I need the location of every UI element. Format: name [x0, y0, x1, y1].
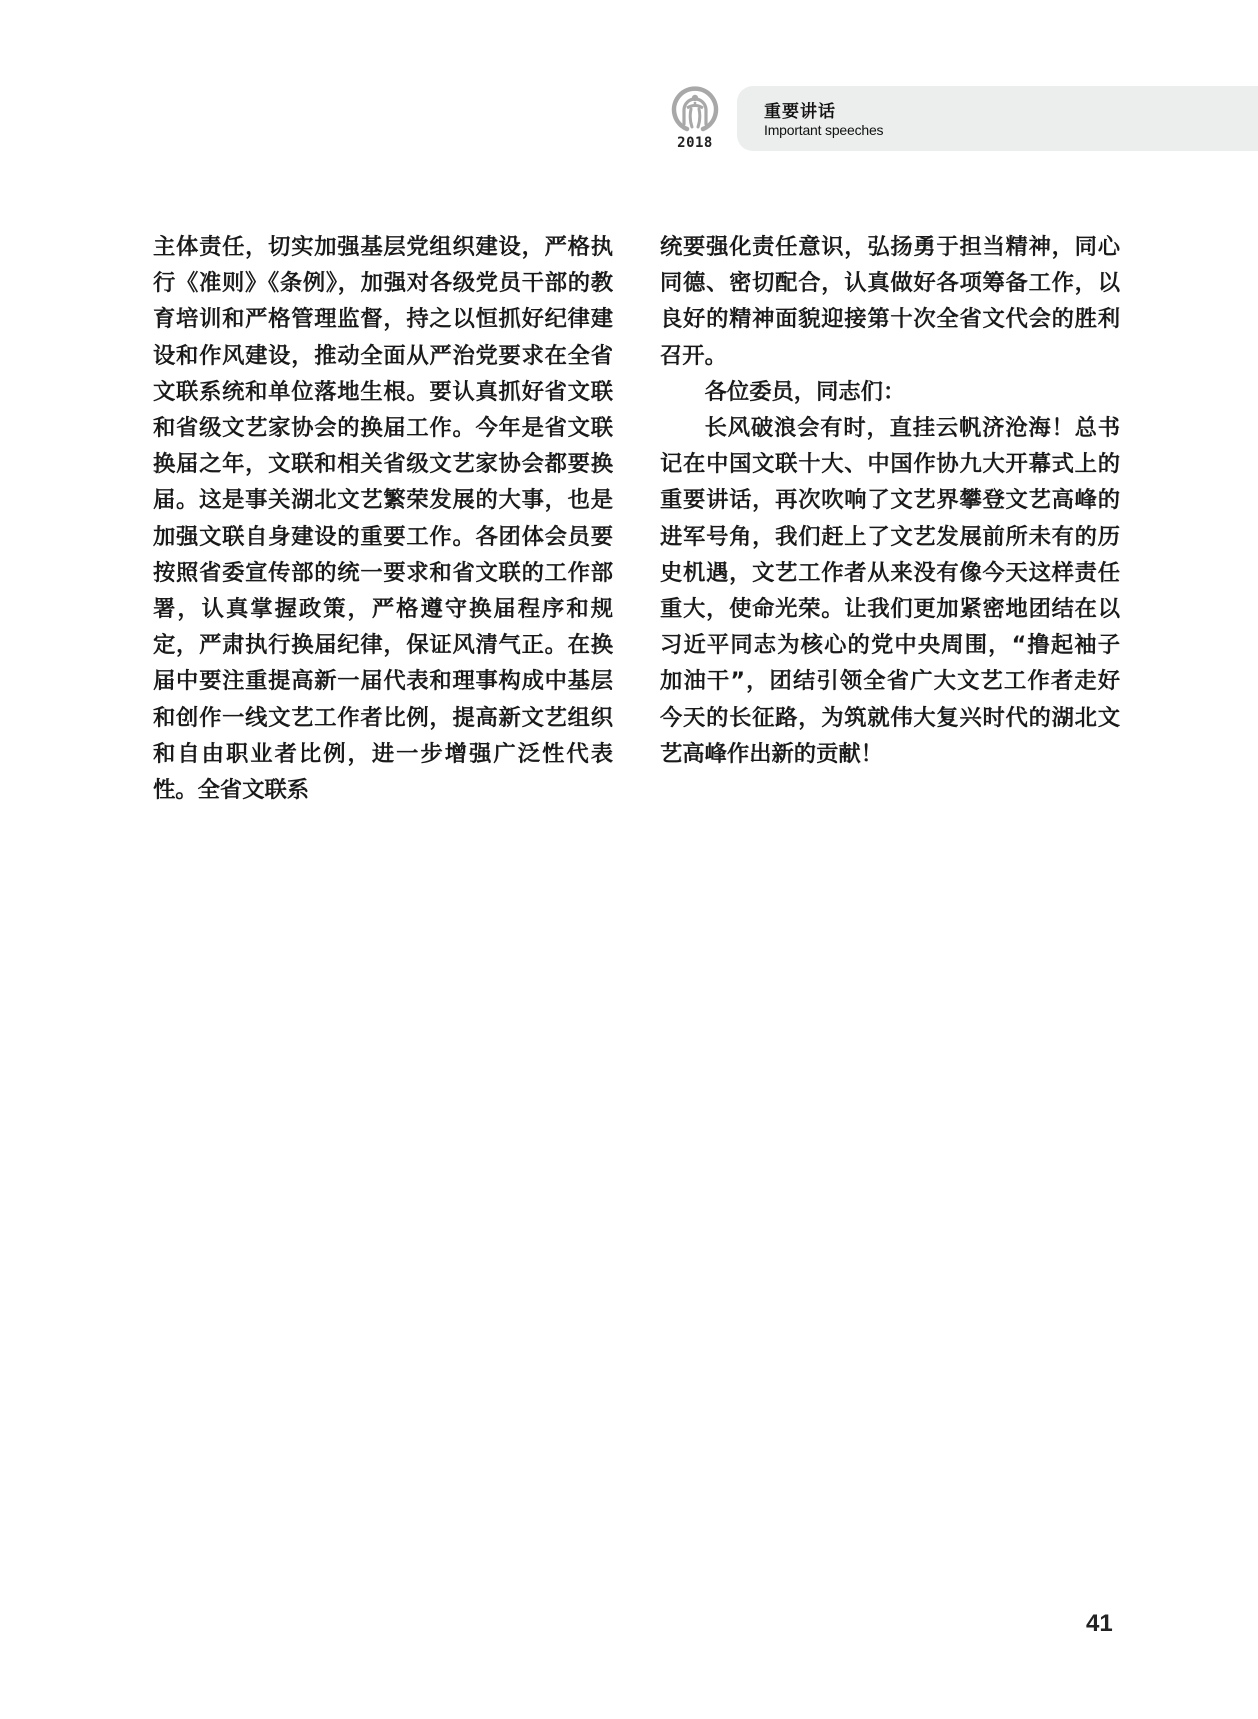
- yearbook-logo: [670, 84, 720, 156]
- salutation: 各位委员，同志们：: [704, 378, 906, 405]
- right-text-column: [660, 229, 1120, 772]
- section-title-chinese: 重要讲话: [764, 102, 836, 122]
- page-header: [0, 0, 1258, 170]
- paragraph: 长风破浪会有时，直挂云帆济沧海！总书记在中国文联十大、中国作协九大开幕式上的重要讲话，再次吹响了文艺界攀登文艺高峰的进军号角，我们赶上了文艺发展前所未有的历史机遇，文艺工作者从来没有像今天这样责任重大，使命光荣。让我们更加紧密地团结在以习近平同志为核心的党中央周围，“撸起袖子加油干”，团结引领全省广大文艺工作者走好今天的长征路，为筑就伟大复兴时代的湖北文艺高峰作出新的贡献！: [660, 415, 1120, 767]
- paragraph: 主体责任，切实加强基层党组织建设，严格执行《准则》《条例》，加强对各级党员干部的教育培训和严格管理监督，持之以恒抓好纪律建设和作风建设，推动全面从严治党要求在全省文联系统和单位落地生根。要认真抓好省文联和省级文艺家协会的换届工作。今年是省文联换届之年，文联和相关省级文艺家协会都要换届。这是事关湖北文艺繁荣发展的大事，也是加强文联自身建设的重要工作。各团体会员要按照省委宣传部的统一要求和省文联的工作部署，认真掌握政策，严格遵守换届程序和规定，严肃执行换届纪律，保证风清气正。在换届中要注重提高新一届代表和理事构成中基层和创作一线文艺工作者比例，提高新文艺组织和自由职业者比例，进一步增强广泛性代表性。全省文联系: [153, 234, 613, 804]
- paragraph: 统要强化责任意识，弘扬勇于担当精神，同心同德、密切配合，认真做好各项筹备工作，以良好的精神面貌迎接第十次全省文代会的胜利召开。: [660, 234, 1120, 369]
- emblem-icon: [670, 84, 720, 134]
- logo-year: 2018: [677, 135, 713, 151]
- section-title-english: Important speeches: [764, 122, 884, 138]
- page-number: 41: [1086, 1610, 1113, 1637]
- left-text-column: [153, 229, 613, 808]
- section-header-band: [737, 86, 1258, 151]
